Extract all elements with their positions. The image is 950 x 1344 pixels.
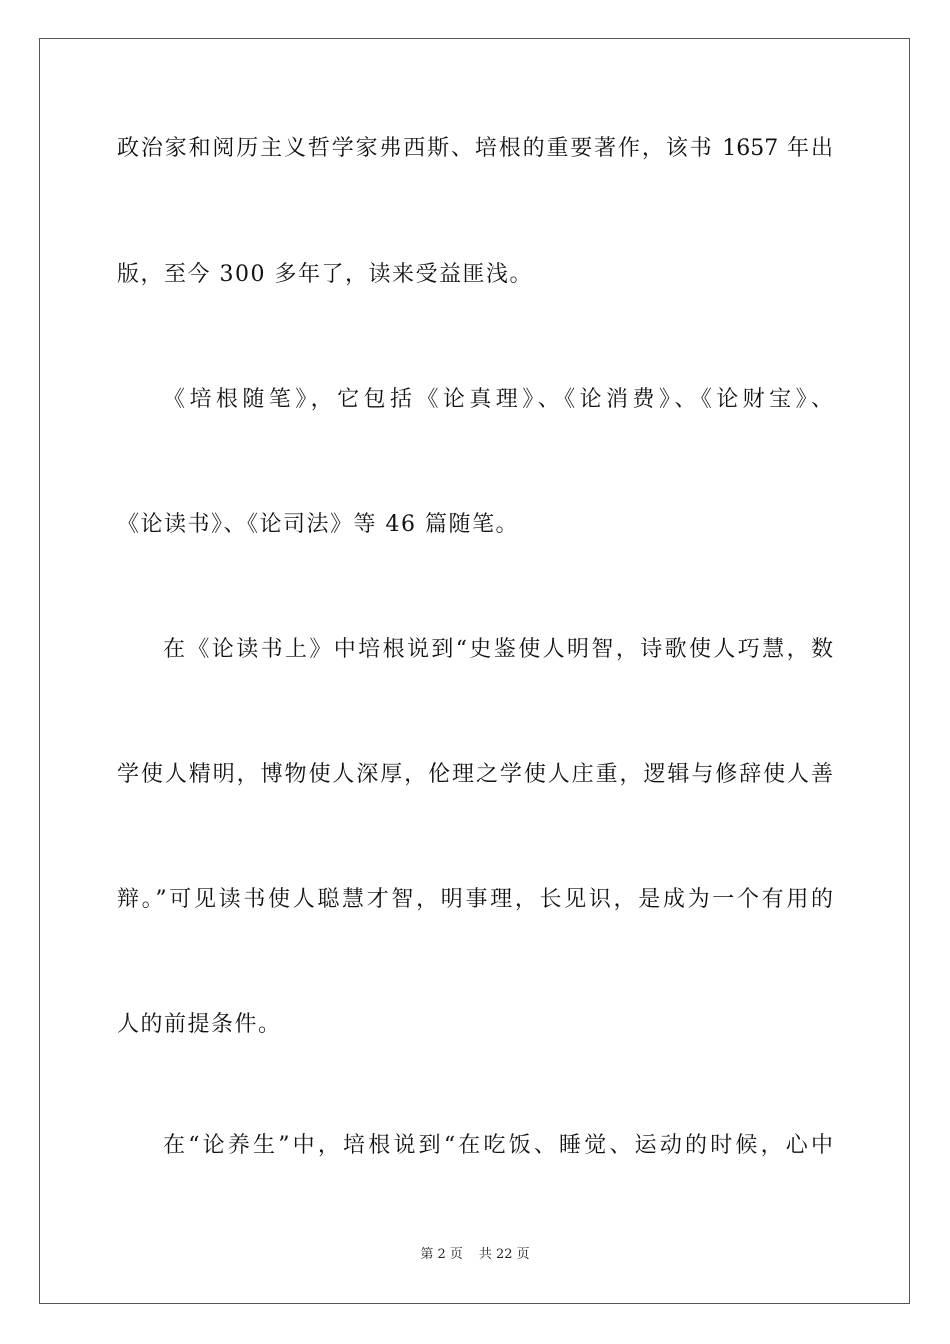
text-line: 在“论养生”中，培根说到“在吃饭、睡觉、运动的时候，心中	[163, 1133, 833, 1158]
page-border	[39, 38, 910, 1304]
text-line: 在《论读书上》中培根说到“史鉴使人明智，诗歌使人巧慧，数	[163, 637, 833, 662]
text-line: 版，至今 300 多年了，读来受益匪浅。	[117, 262, 533, 287]
page-footer	[0, 1246, 950, 1264]
text-line: 政治家和阅历主义哲学家弗西斯、培根的重要著作，该书 1657 年出	[117, 136, 833, 161]
text-line: 辩。”可见读书使人聪慧才智，明事理，长见识，是成为一个有用的	[117, 887, 833, 912]
page-total: 共 22 页	[478, 1247, 530, 1262]
text-line: 《论读书》、《论司法》等 46 篇随笔。	[117, 512, 519, 537]
page-number: 第 2 页	[420, 1247, 463, 1262]
text-line: 《培根随笔》，它包括《论真理》、《论消费》、《论财宝》、	[163, 387, 833, 412]
text-line: 学使人精明，博物使人深厚，伦理之学使人庄重，逻辑与修辞使人善	[117, 762, 833, 787]
text-line: 人的前提条件。	[117, 1012, 282, 1037]
